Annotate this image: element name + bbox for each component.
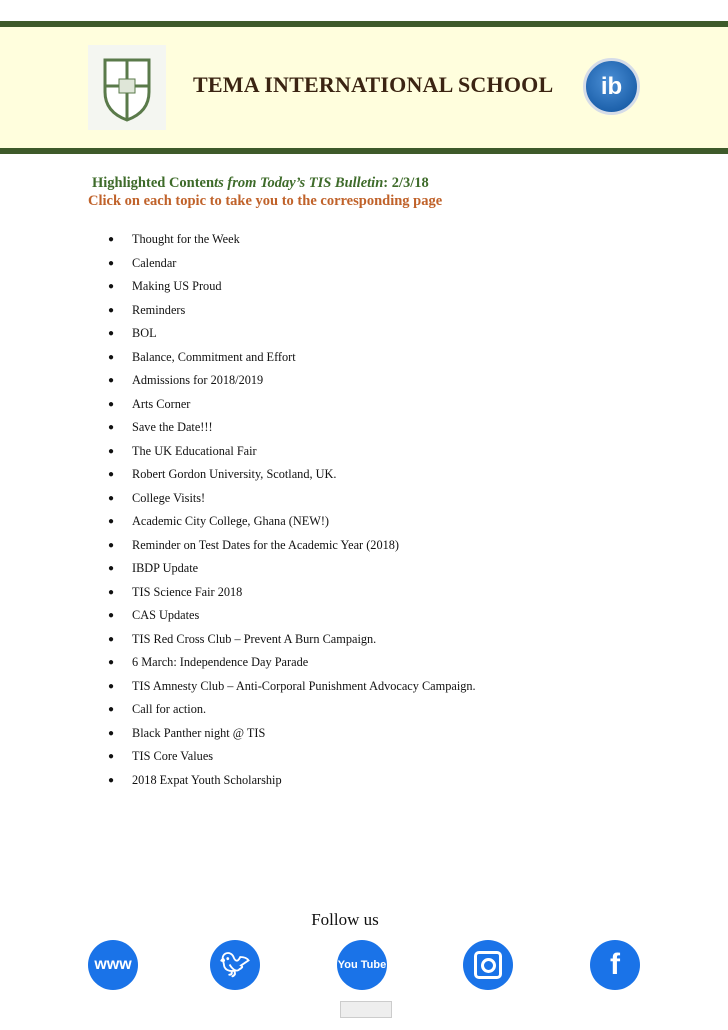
topic-link[interactable] <box>108 369 476 393</box>
bullet-icon: ● <box>108 375 115 387</box>
topic-list <box>108 228 476 792</box>
website-icon[interactable]: www <box>88 940 138 990</box>
heading-italic: ts from Today’s TIS Bulletin <box>214 175 384 191</box>
bullet-icon: ● <box>108 445 115 457</box>
bullet-icon: ● <box>108 422 115 434</box>
topic-link[interactable] <box>108 322 476 346</box>
bullet-icon: ● <box>108 680 115 692</box>
heading-date: : 2/3/18 <box>383 175 429 191</box>
topic-label: Robert Gordon University, Scotland, UK. <box>132 467 337 482</box>
bullet-icon: ● <box>108 492 115 504</box>
facebook-icon[interactable]: f <box>590 940 640 990</box>
bullet-icon: ● <box>108 469 115 481</box>
topic-label: CAS Updates <box>132 608 200 623</box>
topic-label: Thought for the Week <box>132 232 240 247</box>
bullet-icon: ● <box>108 633 115 645</box>
bullet-icon: ● <box>108 234 115 246</box>
footer-small-image <box>340 1001 392 1018</box>
topic-link[interactable] <box>108 651 476 675</box>
topic-link[interactable] <box>108 604 476 628</box>
instruction-text: Click on each topic to take you to the corresponding page <box>88 193 443 209</box>
bullet-icon: ● <box>108 304 115 316</box>
topic-label: The UK Educational Fair <box>132 443 257 458</box>
topic-label: Call for action. <box>132 702 207 717</box>
bullet-icon: ● <box>108 328 115 340</box>
topic-label: TIS Amnesty Club – Anti-Corporal Punishment Advocacy Campaign. <box>132 678 476 693</box>
bullet-icon: ● <box>108 586 115 598</box>
topic-label: Reminders <box>132 302 186 317</box>
topic-link[interactable] <box>108 299 476 323</box>
topic-link[interactable] <box>108 581 476 605</box>
topic-link[interactable] <box>108 440 476 464</box>
school-crest-logo <box>88 45 166 130</box>
topic-label: Admissions for 2018/2019 <box>132 373 264 388</box>
bullet-icon: ● <box>108 751 115 763</box>
topic-link[interactable] <box>108 675 476 699</box>
topic-link[interactable] <box>108 628 476 652</box>
bullet-icon: ● <box>108 657 115 669</box>
bullet-icon: ● <box>108 610 115 622</box>
topic-link[interactable] <box>108 698 476 722</box>
topic-label: Arts Corner <box>132 396 191 411</box>
topic-label: 6 March: Independence Day Parade <box>132 655 309 670</box>
topic-link[interactable] <box>108 534 476 558</box>
topic-link[interactable] <box>108 557 476 581</box>
topic-label: TIS Red Cross Club – Prevent A Burn Campaign. <box>132 631 377 646</box>
topic-link[interactable] <box>108 722 476 746</box>
topic-link[interactable] <box>108 346 476 370</box>
bullet-icon: ● <box>108 516 115 528</box>
topic-link[interactable] <box>108 252 476 276</box>
topic-link[interactable] <box>108 510 476 534</box>
topic-label: TIS Science Fair 2018 <box>132 584 243 599</box>
topic-link[interactable] <box>108 275 476 299</box>
bullet-icon: ● <box>108 727 115 739</box>
topic-link[interactable] <box>108 463 476 487</box>
bullet-icon: ● <box>108 704 115 716</box>
school-name: TEMA INTERNATIONAL SCHOOL <box>193 72 554 97</box>
bullet-icon: ● <box>108 351 115 363</box>
topic-label: BOL <box>132 326 157 341</box>
topic-label: Making US Proud <box>132 279 222 294</box>
topic-link[interactable] <box>108 393 476 417</box>
topic-label: Calendar <box>132 255 177 270</box>
topic-label: Save the Date!!! <box>132 420 213 435</box>
topic-label: Balance, Commitment and Effort <box>132 349 296 364</box>
bullet-icon: ● <box>108 257 115 269</box>
bullet-icon: ● <box>108 774 115 786</box>
youtube-icon[interactable]: You Tube <box>337 940 387 990</box>
header-bottom-bar <box>0 148 728 154</box>
topic-link[interactable] <box>108 745 476 769</box>
topic-link[interactable] <box>108 416 476 440</box>
topic-label: Reminder on Test Dates for the Academic Year (2018) <box>132 537 399 552</box>
twitter-icon[interactable]: 🐦︎ <box>210 940 260 990</box>
topic-label: Black Panther night @ TIS <box>132 725 266 740</box>
bullet-icon: ● <box>108 563 115 575</box>
heading-part: Highlighted Conten <box>92 175 215 191</box>
bullet-icon: ● <box>108 281 115 293</box>
topic-label: IBDP Update <box>132 561 199 576</box>
topic-label: 2018 Expat Youth Scholarship <box>132 772 282 787</box>
topic-label: TIS Core Values <box>132 749 214 764</box>
topic-link[interactable] <box>108 228 476 252</box>
follow-us-label: Follow us <box>311 910 379 929</box>
bullet-icon: ● <box>108 398 115 410</box>
bulletin-heading <box>92 175 429 192</box>
topic-label: Academic City College, Ghana (NEW!) <box>132 514 330 529</box>
topic-link[interactable] <box>108 769 476 793</box>
ib-logo: ib <box>583 58 640 115</box>
topic-label: College Visits! <box>132 490 206 505</box>
topic-link[interactable] <box>108 487 476 511</box>
instagram-icon[interactable] <box>463 940 513 990</box>
bullet-icon: ● <box>108 539 115 551</box>
